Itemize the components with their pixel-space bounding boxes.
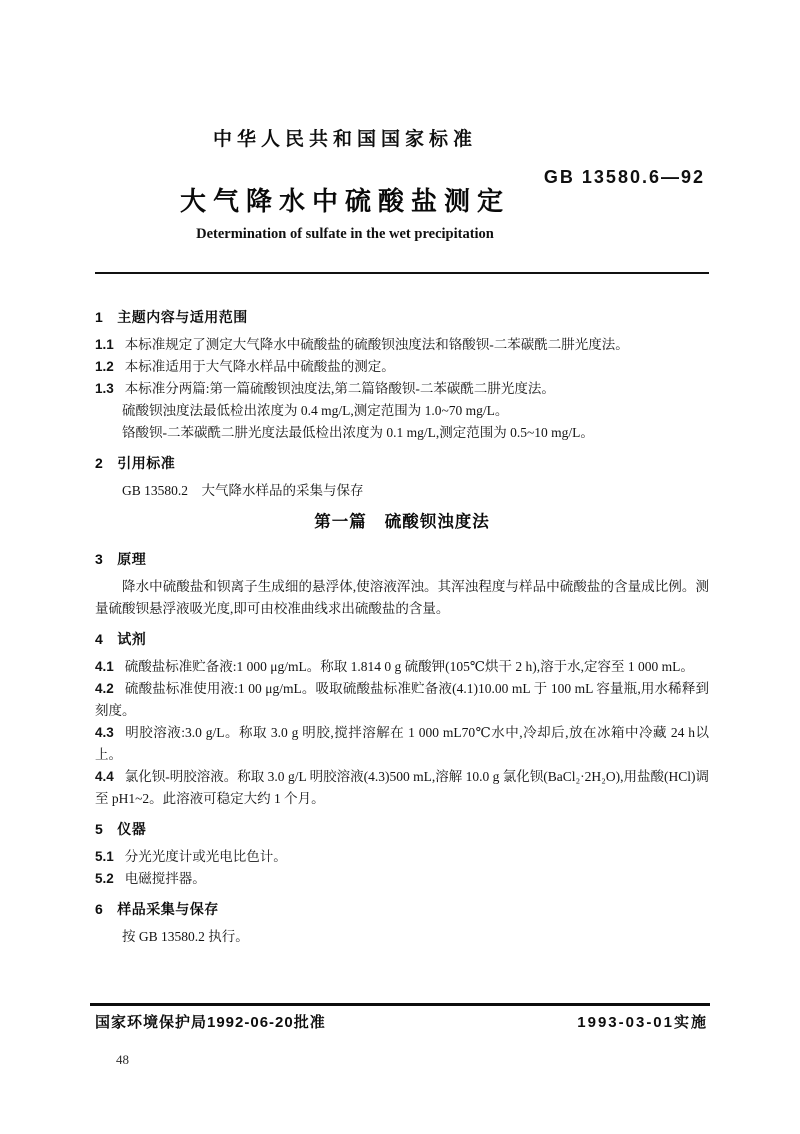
section-heading-3	[95, 548, 709, 570]
clause-4-1	[95, 656, 709, 678]
clause-number: 1.1	[95, 337, 114, 352]
clause-number: 1.3	[95, 381, 114, 396]
section-number: 4	[95, 631, 104, 647]
referenced-standard: GB 13580.2 大气降水样品的采集与保存	[122, 483, 364, 498]
footer-divider	[90, 1003, 710, 1006]
clause-text: 本标准规定了测定大气降水中硫酸盐的硫酸钡浊度法和铬酸钡-二苯碳酰二肼光度法。	[124, 337, 629, 352]
section-title: 引用标准	[117, 455, 176, 471]
clause-4-2	[95, 678, 709, 722]
clause-number: 1.2	[95, 359, 114, 374]
clause-text: 硫酸盐标准使用液:1 00 μg/mL。吸取硫酸盐标准贮备液(4.1)10.00 mL 于 100 mL 容量瓶,用水稀释到刻度。	[95, 681, 709, 718]
section-heading-4	[95, 628, 709, 650]
page-title: 大气降水中硫酸盐测定	[179, 186, 510, 216]
section-title: 仪器	[117, 821, 147, 837]
clause-number: 4.4	[95, 769, 114, 784]
section-title: 试剂	[117, 631, 147, 647]
document-body	[95, 300, 709, 948]
clause-4-4	[95, 766, 709, 810]
standard-label: 中华人民共和国国家标准	[212, 129, 477, 150]
page-title-english: Determination of sulfate in the wet precipitation	[196, 226, 494, 242]
section-number: 2	[95, 455, 104, 471]
clause-text: 本标准适用于大气降水样品中硫酸盐的测定。	[124, 359, 395, 374]
approval-text: 国家环境保护局1992-06-20批准	[95, 1014, 326, 1031]
clause-5-2	[95, 868, 709, 890]
clause-text: 电磁搅拌器。	[124, 871, 206, 886]
section-heading-2	[95, 452, 709, 474]
clause-number: 5.2	[95, 871, 114, 886]
header-divider	[95, 272, 709, 274]
clause-number: 4.2	[95, 681, 114, 696]
section-heading-5	[95, 818, 709, 840]
principle-paragraph: 降水中硫酸盐和钡离子生成细的悬浮体,使溶液浑浊。其浑浊程度与样品中硫酸盐的含量成比例。测量硫酸钡悬浮液吸光度,即可由校准曲线求出硫酸盐的含量。	[95, 579, 709, 616]
clause-text: 分光光度计或光电比色计。	[124, 849, 287, 864]
part-heading	[95, 510, 709, 534]
standard-number: GB 13580.6—92	[543, 167, 705, 187]
section-number: 5	[95, 821, 104, 837]
clause-text: 硫酸盐标准贮备液:1 000 μg/mL。称取 1.814 0 g 硫酸钾(105℃烘干 2 h),溶于水,定容至 1 000 mL。	[124, 659, 694, 674]
clause-number: 5.1	[95, 849, 114, 864]
clause-number: 4.3	[95, 725, 114, 740]
clause-5-1	[95, 846, 709, 868]
note-photometry-range: 铬酸钡-二苯碳酰二肼光度法最低检出浓度为 0.1 mg/L,测定范围为 0.5~10 mg/L。	[122, 425, 594, 440]
clause-1-1	[95, 334, 709, 356]
implementation-text: 1993-03-01实施	[577, 1014, 708, 1031]
sampling-reference: 按 GB 13580.2 执行。	[122, 929, 249, 944]
part-number: 第一篇	[314, 513, 367, 531]
page-number: 48	[116, 1052, 129, 1067]
clause-number: 4.1	[95, 659, 114, 674]
clause-4-3	[95, 722, 709, 766]
section-number: 3	[95, 551, 104, 567]
section-heading-6	[95, 898, 709, 920]
note-turbidity-range: 硫酸钡浊度法最低检出浓度为 0.4 mg/L,测定范围为 1.0~70 mg/L。	[122, 403, 509, 418]
section-title: 原理	[117, 551, 147, 567]
clause-text: 本标准分两篇:第一篇硫酸钡浊度法,第二篇铬酸钡-二苯碳酰二肼光度法。	[124, 381, 555, 396]
section-heading-1	[95, 306, 709, 328]
clause-text: 明胶溶液:3.0 g/L。称取 3.0 g 明胶,搅拌溶解在 1 000 mL70℃水中,冷却后,放在冰箱中冷藏 24 h以上。	[95, 725, 709, 762]
section-title: 主题内容与适用范围	[117, 309, 248, 325]
clause-text: 氯化钡-明胶溶液。称取 3.0 g/L 明胶溶液(4.3)500 mL,溶解 10.0 g 氯化钡(BaCl₂·2H₂O),用盐酸(HCl)调至 pH1~2。此溶液可稳定大约 1 个月。	[95, 769, 709, 806]
section-number: 1	[95, 309, 104, 325]
part-title: 硫酸钡浊度法	[384, 513, 490, 531]
clause-1-2	[95, 356, 709, 378]
section-title: 样品采集与保存	[117, 901, 219, 917]
clause-1-3	[95, 378, 709, 400]
section-number: 6	[95, 901, 104, 917]
